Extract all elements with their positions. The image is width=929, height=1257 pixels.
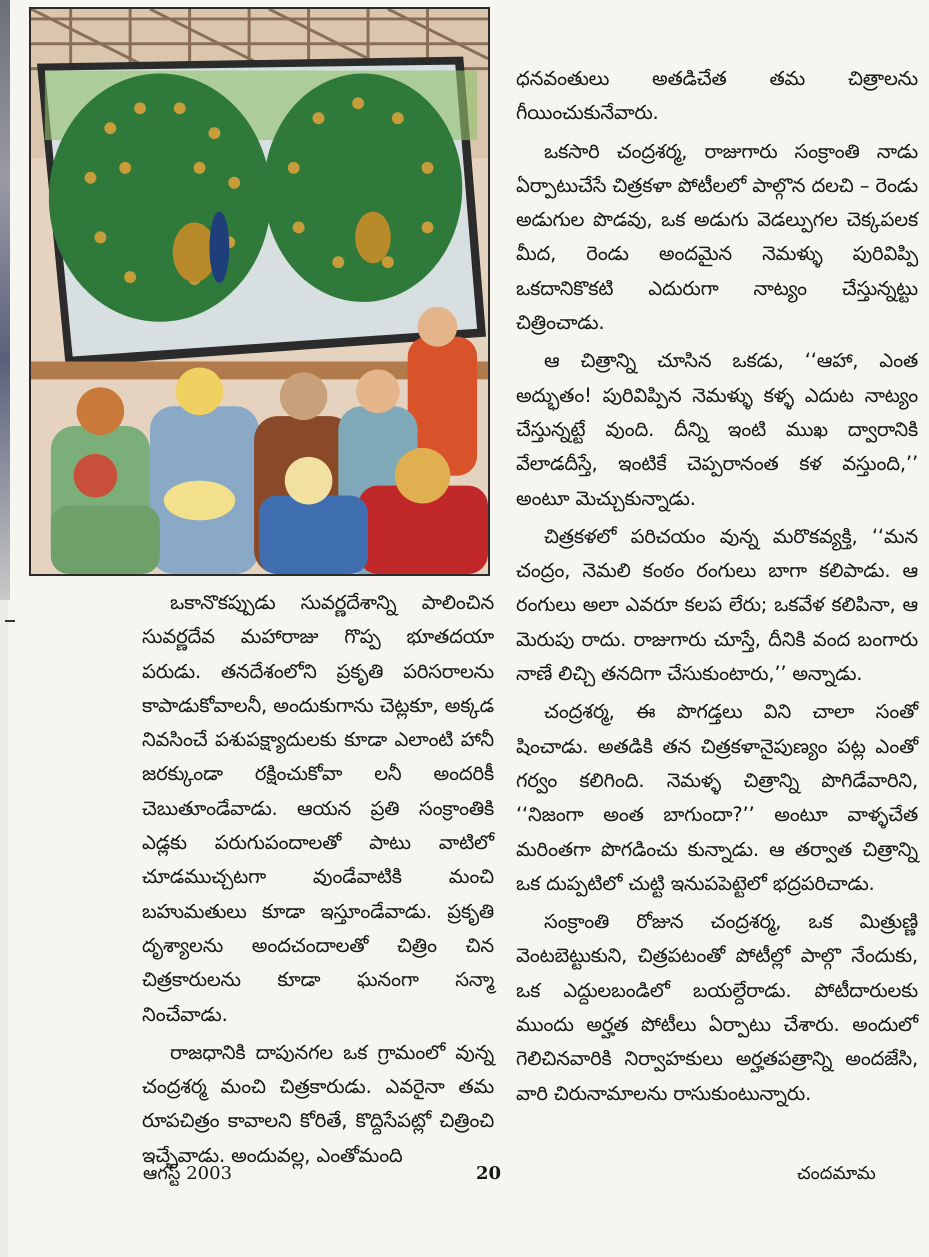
right-text-column: [516, 62, 918, 1111]
paragraph: సంక్రాంతి రోజున చంద్రశర్మ, ఒక మిత్రుణ్ణి వెంటబెట్టుకుని, చిత్రపటంతో పోటీల్లో పాల్గొ నేందుకు, ఒక ఎద్దులబండిలో బయల్దేరాడు. పోటీదారులకు ముందు అర్హత పోటీలు ఏర్పాటు చేశారు. అందులో గెలిచినవారికి నిర్వాహకులు అర్హతపత్రాన్ని అందజేసి, వారి చిరునామాలను రాసుకుంటున్నారు.: [516, 910, 918, 1105]
paragraph: ఆ చిత్రాన్ని చూసిన ఒకడు, ‘‘ఆహా, ఎంత అద్భుతం! పురివిప్పిన నెమళ్ళు కళ్ళ ఎదుట నాట్యం చేస్తున్నట్టే వుంది. దీన్ని ఇంటి ముఖ ద్వారానికి వేలాడదీస్తే, ఇంటికే చెప్పరానంత కళ వస్తుంది,’’ అంటూ మెచ్చుకున్నాడు.: [516, 349, 918, 510]
magazine-name: చందమామ: [797, 1163, 876, 1184]
straw-hat: [164, 481, 235, 521]
viewer-front-left: [51, 505, 160, 574]
viewer-blue-front: [259, 496, 368, 574]
peacock-painting-scene: [31, 9, 488, 574]
paragraph: ఒకానొకప్పుడు సువర్ణదేశాన్ని పాలించిన సువర్ణదేవ మహారాజు గొప్ప భూతదయా పరుడు. తనదేశంలోని ప్రకృతి పరిసరాలను కాపాడుకోవాలనీ, అందుకుగాను చెట్లకూ, అక్కడ నివసించే పశుపక్ష్యాదులకు కూడా ఎలాంటి హానీ జరక్కుండా రక్షించుకోవా లనీ అందరికీ చెబుతూండేవాడు. ఆయన ప్రతి సంక్రాంతికి ఎడ్లకు పరుగుపందాలతో పాటు వాటిలో చూడముచ్చటగా వుండేవాటికి మంచి బహుమతులు కూడా ఇస్తూండేవాడు. ప్రకృతి దృశ్యాలను అందచందాలతో చిత్రిం చిన చిత్రకారులను కూడా ఘనంగా సన్మా నించేవాడు.: [142, 591, 494, 1026]
story-illustration: [29, 7, 490, 576]
viewer-blue-turban: [176, 367, 224, 415]
margin-mark: [5, 620, 15, 622]
viewer-front-left-cap: [74, 454, 118, 498]
page-number: 20: [476, 1163, 502, 1184]
painter-head: [418, 307, 458, 347]
viewer-red-turban: [395, 448, 451, 504]
viewer-green-turban: [77, 387, 125, 435]
peacock-right-feathers: [264, 74, 462, 302]
peacock-left-neck: [209, 212, 229, 283]
viewer-blue-front-turban: [285, 457, 333, 505]
paragraph: ఒకసారి చంద్రశర్మ, రాజుగారు సంక్రాంతి నాడు ఏర్పాటుచేసే చిత్రకళా పోటీలలో పాల్గొన దలచి – రెండు అడుగుల పొడవు, ఒక అడుగు వెడల్పుగల చెక్కపలక మీద, రెండు అందమైన నెమళ్ళు పురివిప్పి ఒకదానికొకటి ఎదురుగా నాట్యం చేస్తున్నట్టు చిత్రించాడు.: [516, 139, 918, 335]
paragraph: ధనవంతులు అతడిచేత తమ చిత్రాలను గీయించుకునేవారు.: [516, 67, 918, 125]
binding-edge-lower: [0, 600, 8, 1257]
peacock-left-feathers: [49, 74, 271, 322]
viewer-teal-head: [356, 369, 400, 413]
left-text-column: [142, 586, 494, 1173]
paragraph: చంద్రశర్మ, ఈ పొగడ్తలు విని చాలా సంతో షించాడు. అతడికి తన చిత్రకళానైపుణ్యం పట్ల ఎంతో గర్వం కలిగింది. నెమళ్ళ చిత్రాన్ని పొగిడేవారిని, ‘‘నిజంగా అంత బాగుందా?’’ అంటూ వాళ్ళచేత మరింతగా పొగడించు కున్నాడు. ఆ తర్వాత చిత్రాన్ని ఒక దుప్పటిలో చుట్టి ఇనుపపెట్టెలో భద్రపరిచాడు.: [516, 700, 918, 895]
viewer-brown-head: [280, 372, 328, 420]
paragraph: చిత్రకళలో పరిచయం వున్న మరొకవ్యక్తి, ‘‘మన చంద్రం, నెమలి కంఠం రంగులు బాగా కలిపాడు. ఆ రంగులు అలా ఎవరూ కలప లేరు; ఒకవేళ కలిపినా, ఆ మెరుపు రాదు. రాజుగారు చూస్తే, దీనికి వంద బంగారు నాణే లిచ్చి తనదిగా చేసుకుంటారు,’’ అన్నాడు.: [516, 524, 918, 686]
issue-date: ఆగస్ట్ 2003: [143, 1163, 233, 1184]
binding-edge: [0, 0, 10, 600]
paragraph: రాజధానికి దాపునగల ఒక గ్రామంలో వున్న చంద్రశర్మ మంచి చిత్రకారుడు. ఎవరైనా తమ రూపచిత్రం కావాలని కోరితే, కొద్దిసేపట్లో చిత్రించి ఇచ్చేవాడు. అందువల్ల, ఎంతోమంది: [142, 1040, 494, 1167]
peacock-right-body: [355, 212, 391, 264]
